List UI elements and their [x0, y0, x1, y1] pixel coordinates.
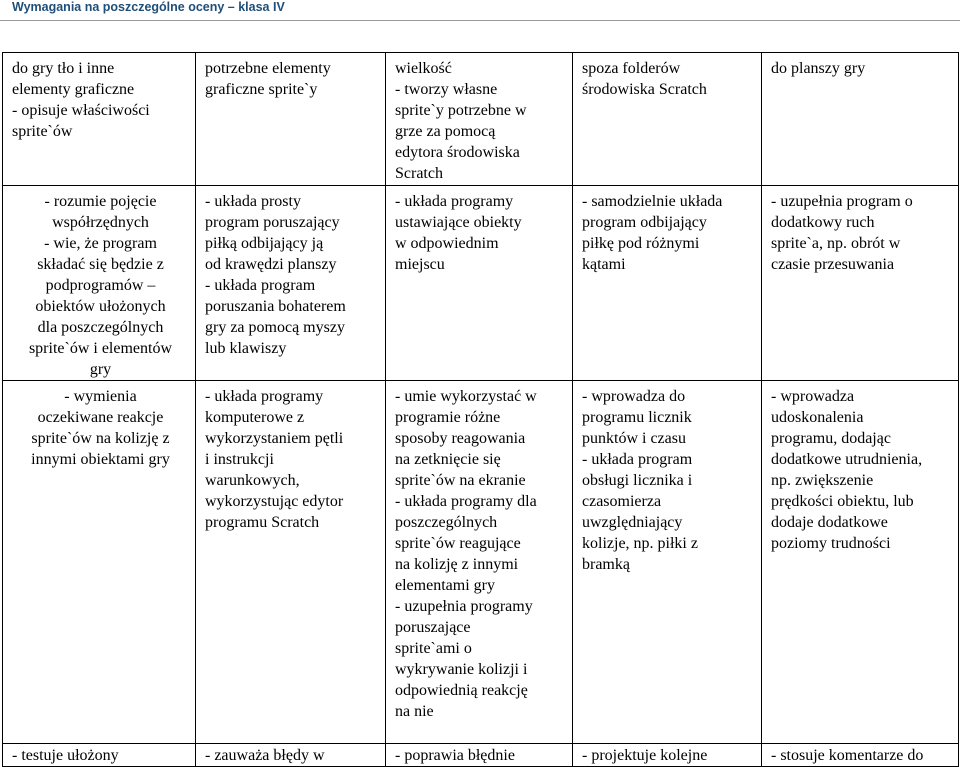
table-cell: - układa prosty program poruszający piłką odbijający ją od krawędzi planszy - układa program poruszania bohaterem gry za pomocą myszy lub klawiszy: [196, 186, 386, 381]
table-cell: do gry tło i inne elementy graficzne - opisuje właściwości sprite`ów: [3, 53, 196, 186]
table-cell: - wprowadza do programu licznik punktów i czasu - układa program obsługi licznika i czasomierza uwzględniający kolizje, np. piłki z bramką: [573, 381, 762, 744]
table-cell: - uzupełnia program o dodatkowy ruch sprite`a, np. obrót w czasie przesuwania: [762, 186, 959, 381]
table-cell: - zauważa błędy w: [196, 744, 386, 767]
table-cell: potrzebne elementy graficzne sprite`y: [196, 53, 386, 186]
table-cell: - testuje ułożony: [3, 744, 196, 767]
header-divider: [0, 20, 960, 21]
table-cell: - wprowadza udoskonalenia programu, dodając dodatkowe utrudnienia, np. zwiększenie prędkości obiektu, lub dodaje dodatkowe poziomy trudności: [762, 381, 959, 744]
table-cell: spoza folderów środowiska Scratch: [573, 53, 762, 186]
table-cell: - projektuje kolejne: [573, 744, 762, 767]
table-cell: - samodzielnie układa program odbijający piłkę pod różnymi kątami: [573, 186, 762, 381]
requirements-table: [2, 52, 959, 767]
page-header-title: Wymagania na poszczególne oceny – klasa IV: [12, 0, 285, 14]
table-cell: wielkość - tworzy własne sprite`y potrzebne w grze za pomocą edytora środowiska Scratch: [386, 53, 573, 186]
table-row: [3, 53, 959, 186]
table-cell: do planszy gry: [762, 53, 959, 186]
table-cell: - poprawia błędnie: [386, 744, 573, 767]
table-cell: - rozumie pojęcie współrzędnych - wie, że program składać się będzie z podprogramów – obiektów ułożonych dla poszczególnych sprite`ów i elementów gry: [3, 186, 196, 381]
table-row: [3, 381, 959, 744]
table-cell: - układa programy ustawiające obiekty w odpowiednim miejscu: [386, 186, 573, 381]
table-cell: - umie wykorzystać w programie różne sposoby reagowania na zetknięcie się sprite`ów na ekranie - układa programy dla poszczególnych sprite`ów reagujące na kolizję z innymi elementami gry - uzupełnia programy poruszające sprite`ami o wykrywanie kolizji i odpowiednią reakcję na nie: [386, 381, 573, 744]
table-cell: - stosuje komentarze do: [762, 744, 959, 767]
table-row: [3, 186, 959, 381]
table-row: [3, 744, 959, 767]
table-cell: - wymienia oczekiwane reakcje sprite`ów na kolizję z innymi obiektami gry: [3, 381, 196, 744]
table-cell: - układa programy komputerowe z wykorzystaniem pętli i instrukcji warunkowych, wykorzystując edytor programu Scratch: [196, 381, 386, 744]
